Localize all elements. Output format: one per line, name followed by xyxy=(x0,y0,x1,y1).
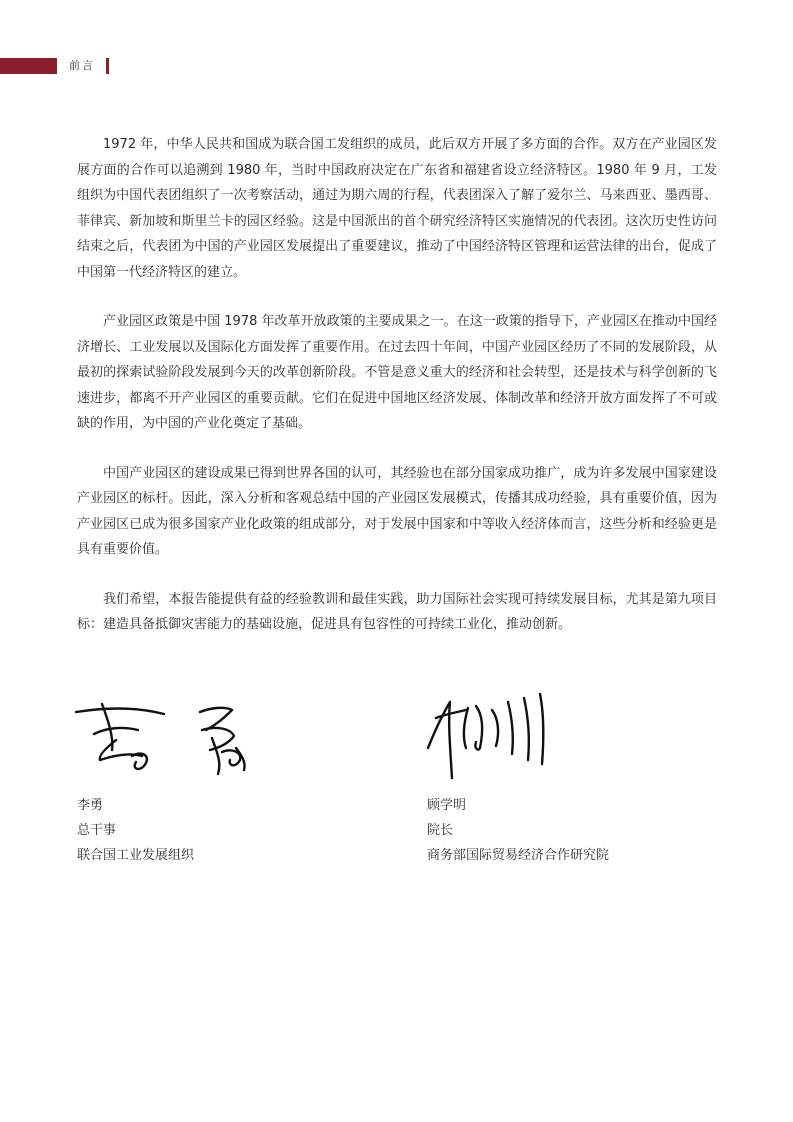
signatory-title: 院长 xyxy=(427,823,454,838)
signatory-title: 总干事 xyxy=(77,823,117,838)
paragraph-2: 产业园区政策是中国 1978 年改革开放政策的主要成果之一。在这一政策的指导下，产业园区在推动中国经济增长、工业发展以及国际化方面发挥了重要作用。在过去四十年间，中国产业园区经历了不同的发展阶段，从最初的探索试验阶段发展到今天的改革创新阶段。不管是意义重大的经济和社会转型，还是技术与科学创新的飞速进步，都离不开产业园区的重要贡献。它们在促进中国地区经济发展、体制改革和经济开放方面发挥了不可或缺的作用，为中国的产业化奠定了基础。 xyxy=(77,314,717,431)
signatory-organization: 联合国工业发展组织 xyxy=(77,848,195,863)
paragraph-3: 中国产业园区的建设成果已得到世界各国的认可，其经验也在部分国家成功推广，成为许多发展中国家建设产业园区的标杆。因此，深入分析和客观总结中国的产业园区发展模式，传播其成功经验，具有重要价值，因为产业园区已成为很多国家产业化政策的组成部分，对于发展中国家和中等收入经济体而言，这些分析和经验更是具有重要价值。 xyxy=(77,465,717,557)
paragraph-4: 我们希望，本报告能提供有益的经验教训和最佳实践，助力国际社会实现可持续发展目标，尤其是第九项目标：建造具备抵御灾害能力的基础设施，促进具有包容性的可持续工业化，推动创新。 xyxy=(77,591,717,632)
signatory-block-left xyxy=(77,793,194,868)
signatory-name: 顾学明 xyxy=(427,798,467,813)
foreword-body xyxy=(77,132,717,662)
paragraph-1: 1972 年，中华人民共和国成为联合国工发组织的成员，此后双方开展了多方面的合作。双方在产业园区发展方面的合作可以追溯到 1980 年，当时中国政府决定在广东省和福建省设立经济特区。1980 年 9 月，工发组织为中国代表团组织了一次考察活动，通过为期六周的行程，代表团深入了解了爱尔兰、马来西亚、墨西哥、菲律宾、新加坡和斯里兰卡的园区经验。这是中国派出的首个研究经济特区实施情况的代表团。这次历史性访问结束之后，代表团为中国的产业园区发展提出了重要建议，推动了中国经济特区管理和运营法律的出台，促成了中国第一代经济特区的建立。 xyxy=(77,137,717,280)
signature-li-yong xyxy=(72,690,262,780)
section-label: 前言 xyxy=(69,59,95,72)
signatory-block-right xyxy=(427,793,609,868)
header-accent-tick xyxy=(106,58,109,74)
header-accent-bar xyxy=(0,58,57,74)
signatory-name: 李勇 xyxy=(77,798,104,813)
signature-gu-xueming xyxy=(420,688,560,783)
signatory-organization: 商务部国际贸易经济合作研究院 xyxy=(427,848,610,863)
